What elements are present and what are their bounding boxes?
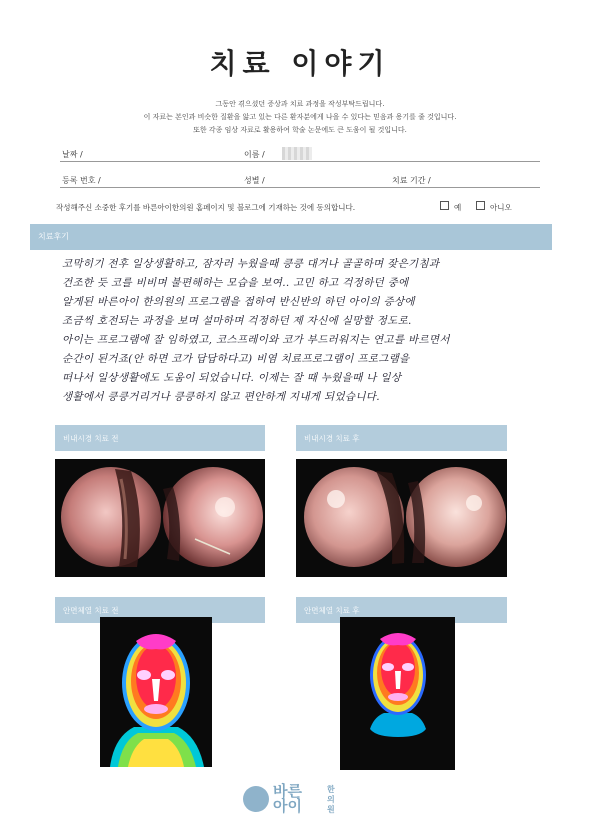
- review-line: 코막히기 전후 일상생활하고, 잠자러 누웠을때 킁킁 대거나 골골하며 잦은기침과: [62, 258, 440, 270]
- consent-no-label: 아니오: [490, 203, 512, 212]
- logo-text: [273, 784, 302, 814]
- clinic-logo: [243, 782, 363, 820]
- endo-after-label: 비내시경 치료 후: [304, 434, 360, 443]
- date-label: 날짜 /: [62, 150, 83, 159]
- logo-side-text: [327, 785, 335, 815]
- endo-before-header: [55, 425, 265, 451]
- intro-line: 그동안 겪으셨던 증상과 치료 과정을 작성부탁드립니다.: [215, 100, 385, 108]
- logo-line-2: 아이: [273, 797, 302, 815]
- endo-after-photo: [296, 459, 507, 577]
- review-line: 건조한 듯 코를 비비며 불편해하는 모습을 보여.. 고민 하고 걱정하던 중에: [62, 277, 409, 289]
- logo-side-3: 원: [327, 805, 335, 814]
- reg-number-label: 등록 번호 /: [62, 176, 101, 185]
- endo-before-photo: [55, 459, 265, 577]
- consent-yes-checkbox[interactable]: [440, 201, 449, 210]
- thermal-before-label: 안면체열 치료 전: [63, 606, 119, 615]
- review-line: 순간이 된거죠(안 하면 코가 답답하다고) 비염 치료프로그램이 프로그램을: [62, 353, 410, 365]
- name-redacted: [282, 147, 312, 160]
- review-section-header: [30, 224, 552, 250]
- thermal-before-photo: [100, 617, 212, 767]
- intro-line: 이 자료는 본인과 비슷한 질환을 앓고 있는 다른 환자분에게 나을 수 있다는 믿음과 용기를 줄 것입니다.: [143, 113, 457, 121]
- thermal-after-label: 안면체열 치료 후: [304, 606, 360, 615]
- review-line: 알게된 바른아이 한의원의 프로그램을 접하여 반신반의 하던 아이의 증상에: [62, 296, 415, 308]
- review-handwritten-area: [40, 250, 552, 412]
- endo-before-label: 비내시경 치료 전: [63, 434, 119, 443]
- consent-no-checkbox[interactable]: [476, 201, 485, 210]
- form-row-2: [60, 172, 540, 188]
- intro-line: 또한 각종 임상 자료로 활용하여 학술 논문에도 큰 도움이 될 것입니다.: [193, 126, 407, 134]
- logo-side-1: 한: [327, 785, 335, 794]
- consent-yes-label: 예: [454, 203, 462, 212]
- form-row-1: [60, 146, 540, 162]
- review-section-label: 치료후기: [38, 232, 69, 241]
- page-title: 치료 이야기: [209, 47, 391, 80]
- logo-line-1: 바른: [273, 782, 302, 800]
- period-label: 치료 기간 /: [392, 176, 431, 185]
- consent-text: 작성해주신 소중한 후기를 바른아이한의원 홈페이지 및 블로그에 기재하는 것에 동의합니다.: [56, 203, 356, 212]
- name-label: 이름 /: [244, 150, 265, 159]
- review-line: 생활에서 킁킁거리거나 킁킁하지 않고 편안하게 지내게 되었습니다.: [62, 391, 380, 403]
- logo-side-2: 의: [327, 795, 335, 804]
- intro-text: [0, 98, 600, 137]
- endo-after-header: [296, 425, 507, 451]
- review-line: 조금씩 호전되는 과정을 보며 설마하며 걱정하던 제 자신에 실망할 정도로.: [62, 315, 412, 327]
- review-line: 아이는 프로그램에 잘 임하였고, 코스프레이와 코가 부드러워지는 연고를 바르면서: [62, 334, 450, 346]
- thermal-after-photo: [340, 617, 455, 770]
- gender-label: 성별 /: [244, 176, 265, 185]
- logo-mark-icon: [243, 786, 269, 812]
- review-line: 떠나서 일상생활에도 도움이 되었습니다. 이제는 잘 때 누웠을때 나 일상: [62, 372, 402, 384]
